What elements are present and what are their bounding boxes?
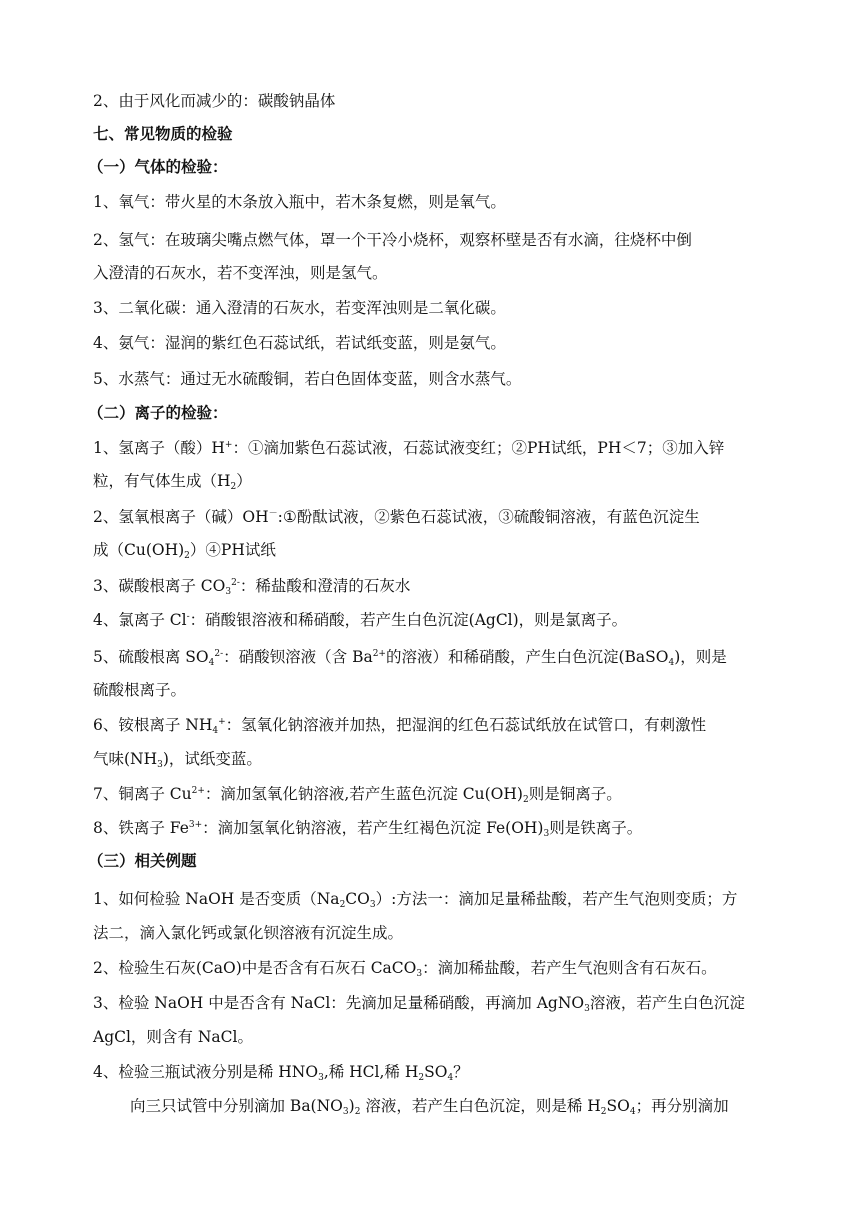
text-line: 法二，滴入氯化钙或氯化钡溶液有沉淀生成。 [93,924,404,942]
text-line: 3、碳酸根离子 $CO_3^{2-}$：稀盐酸和澄清的石灰水 [93,577,411,597]
subsection-heading: （三）相关例题 [88,852,197,870]
text-line: 入澄清的石灰水，若不变浑浊，则是氢气。 [93,264,388,282]
text-line: 1、氧气：带火星的木条放入瓶中，若木条复燃，则是氧气。 [93,193,506,211]
text-line: 8、铁离子 $Fe^{3+}$：滴加氢氧化钠溶液，若产生红褐色沉淀 $Fe(OH)_3$则是铁离子。 [93,819,643,839]
text-line: 3、检验 NaOH 中是否含有 NaCl：先滴加足量稀硝酸，再滴加 AgNO$_3$溶液，若产生白色沉淀 [93,994,745,1014]
text-line: 5、水蒸气：通过无水硫酸铜，若白色固体变蓝，则含水蒸气。 [93,370,522,388]
subsection-heading: （一）气体的检验： [88,158,228,176]
text-line: 气味$(NH_3)$，试纸变蓝。 [93,750,262,770]
subsection-heading: （二）离子的检验： [88,404,228,422]
text-line: 4、氯离子 Cl-：硝酸银溶液和稀硝酸，若产生白色沉淀(AgCl)，则是氯离子。 [93,611,628,629]
section-heading: 七、常见物质的检验 [93,125,233,143]
text-line: 2、检验生石灰(CaO)中是否含有石灰石 CaCO$_3$：滴加稀盐酸，若产生气泡则含有石灰石。 [93,959,717,979]
text-line: 4、氨气：湿润的紫红色石蕊试纸，若试纸变蓝，则是氨气。 [93,334,506,352]
text-line: 向三只试管中分别滴加 $Ba(NO_3)_2$ 溶液，若产生白色沉淀，则是稀 $H_2SO_4$；再分别滴加 [130,1097,729,1117]
text-line: 2、氢氧根离子（碱）OH－:①酚酞试液，②紫色石蕊试液，③硫酸铜溶液，有蓝色沉淀生 [93,508,700,526]
text-line: 成$(Cu(OH)_2)④PH$试纸 [93,541,276,561]
text-line: 5、硫酸根离 $SO_4^{2-}$：硝酸钡溶液（含 $Ba^{2+}$的溶液）和稀硝酸，产生白色沉淀(BaSO$_4$)，则是 [93,648,727,668]
text-line: 硫酸根离子。 [93,681,187,699]
text-line: 1、如何检验 NaOH 是否变质$(Na_2CO_3)$:方法一：滴加足量稀盐酸，若产生气泡则变质；方 [93,890,738,910]
text-line: 2、由于风化而减少的：碳酸钠晶体 [93,92,336,110]
text-line: 7、铜离子 $Cu^{2+}$：滴加氢氧化钠溶液,若产生蓝色沉淀 $Cu(OH)_2$则是铜离子。 [93,785,622,805]
text-line: AgCl，则含有 NaCl。 [93,1028,253,1046]
text-line: 粒，有气体生成$(H_2)$ [93,472,252,492]
text-line: 2、氢气：在玻璃尖嘴点燃气体，罩一个干冷小烧杯，观察杯壁是否有水滴，往烧杯中倒 [93,231,692,249]
text-line: 1、氢离子（酸）H+：①滴加紫色石蕊试液，石蕊试液变红；②PH试纸，PH＜7；③加入锌 [93,439,725,457]
text-line: 3、二氧化碳：通入澄清的石灰水，若变浑浊则是二氧化碳。 [93,299,506,317]
text-line: 4、检验三瓶试液分别是稀 $HNO_3$,稀 HCl,稀 $H_2SO_4$？ [93,1063,469,1083]
text-line: 6、铵根离子 $NH_4^+$：氢氧化钠溶液并加热，把湿润的红色石蕊试纸放在试管口，有刺激性 [93,716,707,736]
